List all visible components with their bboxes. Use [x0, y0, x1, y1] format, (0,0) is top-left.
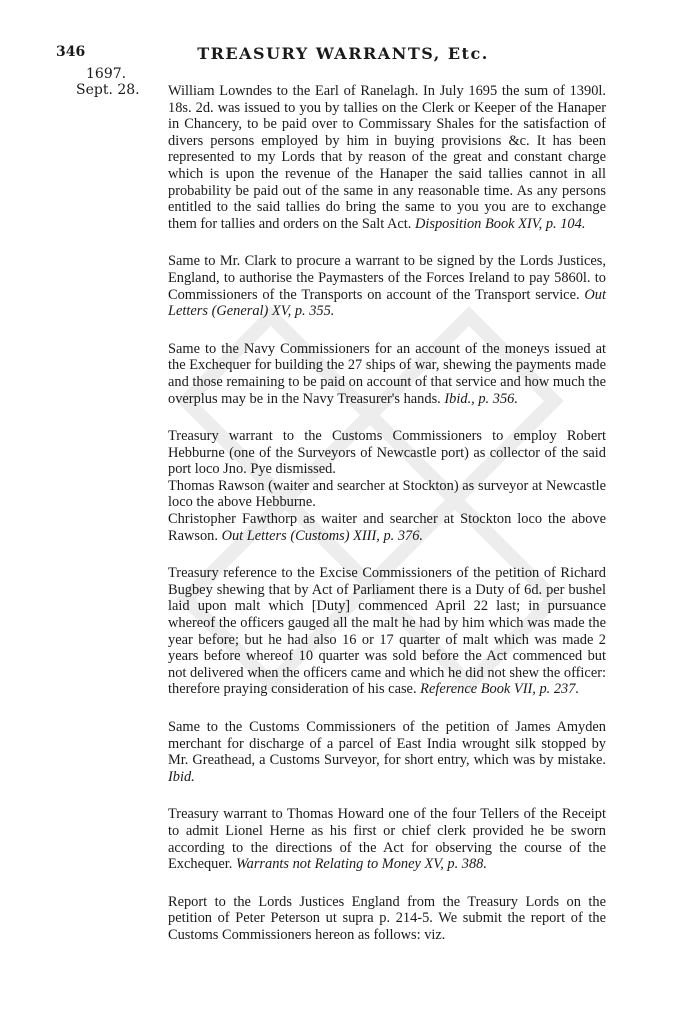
paragraph: [168, 894, 606, 944]
paragraph: [168, 428, 606, 478]
page-header: [56, 44, 630, 66]
paragraph-text: Christopher Fawthorp as waiter and searcher at Stockton loco the above Rawson.: [168, 511, 606, 544]
paragraph-text: Report to the Lords Justices England from the Treasury Lords on the petition of Peter Peterson ut supra p. 214-5. We submit the report of the Customs Commissioners hereon as follows: viz.: [168, 893, 606, 943]
paragraph: [168, 478, 606, 511]
document-body: [168, 83, 606, 944]
paragraph-text: Treasury reference to the Excise Commissioners of the petition of Richard Bugbey shewing that by Act of Parliament there is a Duty of 6d. per bushel laid upon malt which [Duty] commenced April 22 last; in pursuance whereof the officers gauged all the malt he had by him which was made the year before; but he had also 16 or 17 quarter of malt which was made 2 years before whereof 10 quarter was sold before the Act commenced but not delivered when the officers came and which he did not shew the officer: therefore praying consideration of his case.: [168, 565, 606, 698]
paragraph: [168, 565, 606, 698]
paragraph: [168, 341, 606, 407]
paragraph: [168, 83, 606, 232]
paragraph-text: Thomas Rawson (waiter and searcher at Stockton) as surveyor at Newcastle loco the above Hebburne.: [168, 477, 606, 511]
running-title: TREASURY WARRANTS, Etc.: [197, 44, 489, 63]
paragraph-text: Treasury warrant to the Customs Commissioners to employ Robert Hebburne (one of the Surveyors of Newcastle port) as collector of the said port loco Jno. Pye dismissed.: [168, 428, 606, 478]
paragraph-source: Out Letters (Customs) XIII, p. 376.: [221, 527, 424, 544]
paragraph-text: Same to the Customs Commissioners of the petition of James Amyden merchant for discharge of a parcel of East India wrought silk stopped by Mr. Greathead, a Customs Surveyor, for short entry, which was by mistake.: [168, 719, 606, 769]
paragraph-source: Warrants not Relating to Money XV, p. 388.: [235, 856, 487, 873]
paragraph-source: Ibid., p. 356.: [444, 390, 518, 407]
paragraph-text: Treasury warrant to Thomas Howard one of the four Tellers of the Receipt to admit Lionel Herne as his first or chief clerk provided he be sworn according to the directions of the Act for observing the course of the Exchequer.: [168, 806, 606, 873]
paragraph: [168, 511, 606, 544]
paragraph-text: Same to the Navy Commissioners for an account of the moneys issued at the Exchequer for building the 27 ships of war, shewing the payments made and those remaining to be paid on account of that service and how much the overplus may be in the Navy Treasurer's hands.: [168, 340, 606, 407]
page-number: 346: [56, 44, 86, 60]
margin-year: 1697.: [86, 66, 127, 82]
paragraph-source: Disposition Book XIV, p. 104.: [415, 215, 586, 232]
paragraph-text: Same to Mr. Clark to procure a warrant to be signed by the Lords Justices, England, to authorise the Paymasters of the Forces Ireland to pay 5860l. to Commissioners of the Transports on account of the Transport service.: [168, 253, 606, 303]
margin-date: [76, 66, 140, 98]
paragraph: [168, 719, 606, 785]
margin-day: Sept. 28.: [76, 82, 140, 98]
paragraph-source: Out Letters (General) XV, p. 355.: [168, 286, 606, 320]
paragraph-text: William Lowndes to the Earl of Ranelagh. In July 1695 the sum of 1390l. 18s. 2d. was issued to you by tallies on the Clerk or Keeper of the Hanaper in Chancery, to be paid over to Commissary Shales for the satisfaction of divers persons employed by him in buying provisions &c. It has been represented to my Lords that by reason of the great and constant charge which is upon the revenue of the Hanaper the said tallies cannot in all probability be paid out of the same in any reasonable time. As any persons entitled to the said tallies do bring the same to you you are to exchange them for tallies and orders on the Salt Act.: [168, 83, 606, 232]
paragraph: [168, 253, 606, 319]
paragraph-source: Reference Book VII, p. 237.: [420, 681, 580, 698]
paragraph: [168, 806, 606, 872]
paragraph-source: Ibid.: [168, 768, 195, 785]
